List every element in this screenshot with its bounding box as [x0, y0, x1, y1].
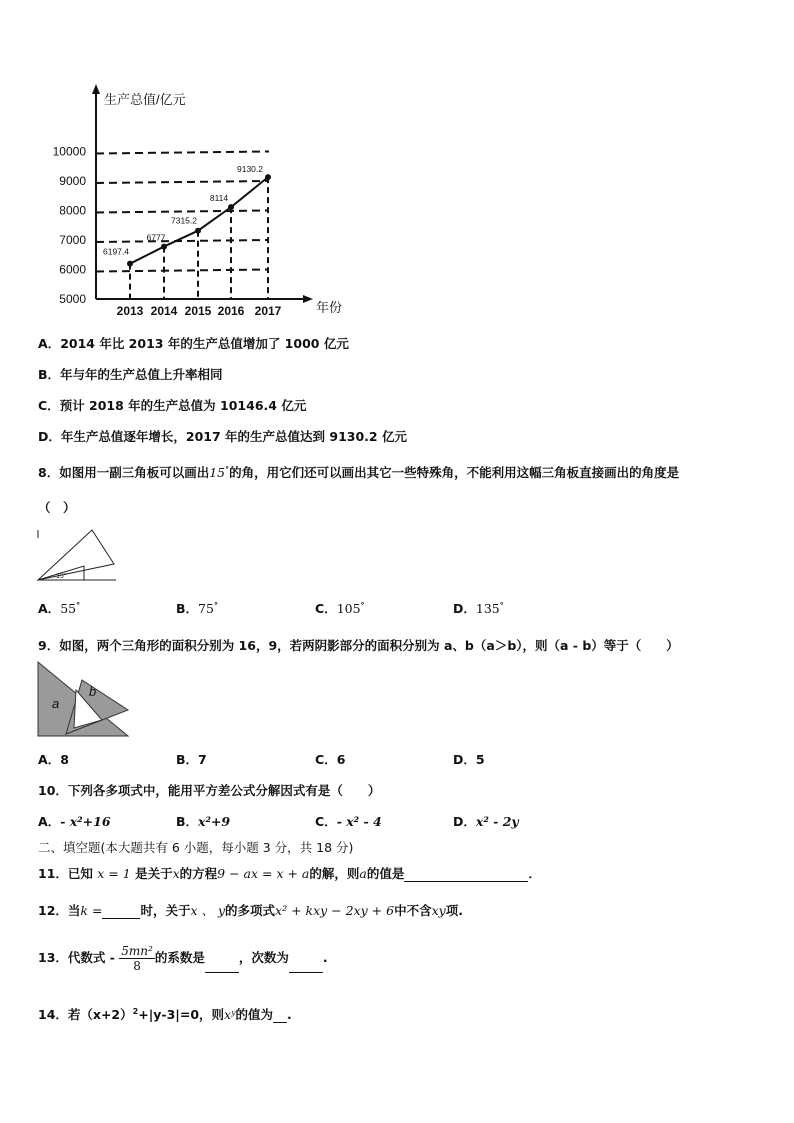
- data-label: 6197.4: [103, 246, 129, 257]
- option-value: x² - 2y: [475, 814, 519, 829]
- option-value: x²+9: [198, 814, 231, 829]
- option-value: 135: [475, 601, 500, 616]
- data-point: [161, 244, 167, 250]
- q9-stem: 9．如图，两个三角形的面积分别为 16，9，若两阴影部分的面积分别为 a、b（a＞b），则（a - b）等于（ ）: [38, 638, 679, 653]
- q13: [38, 944, 328, 973]
- q11-end: ．: [528, 866, 541, 881]
- grid-line: [96, 269, 268, 272]
- q8-angle: 15: [209, 465, 226, 480]
- option-value: 7: [198, 752, 207, 767]
- q10-option-c[interactable]: [315, 812, 382, 830]
- grid-line: [96, 180, 268, 183]
- chart-x-ticks: [117, 304, 282, 318]
- q12: [38, 901, 463, 919]
- data-label: 8114: [209, 193, 229, 204]
- q7-option-b[interactable]: [38, 365, 223, 383]
- q12-part: 的多项式: [225, 903, 276, 918]
- q12-vars: x 、 y: [190, 903, 226, 918]
- y-tick-label: 6000: [59, 262, 86, 277]
- option-letter: B．: [176, 752, 199, 767]
- data-label: 6777: [146, 232, 166, 243]
- q9-option-c[interactable]: [315, 750, 345, 768]
- option-value: 75: [198, 601, 214, 616]
- data-label: 9130.2: [237, 164, 263, 175]
- q11: [38, 864, 541, 882]
- q14-power: xʸ: [224, 1007, 236, 1022]
- q10-option-b[interactable]: [176, 812, 230, 830]
- section-2-heading: 二、填空题(本大题共有 6 小题，每小题 3 分，共 18 分): [38, 840, 354, 855]
- data-point: [228, 204, 234, 210]
- q8-option-d[interactable]: [453, 599, 504, 617]
- q9-option-b[interactable]: [176, 750, 207, 768]
- q14: [38, 1005, 292, 1023]
- q12-answer-blank[interactable]: [102, 906, 140, 919]
- option-letter: B．: [176, 601, 199, 616]
- q7-option-a[interactable]: [38, 334, 349, 352]
- y-tick-label: 9000: [59, 174, 86, 188]
- q12-part: 时，关于: [140, 903, 191, 918]
- q13-fraction: [119, 944, 155, 973]
- chart-series-line: [130, 177, 268, 264]
- option-value: 5: [475, 752, 485, 767]
- data-point: [127, 261, 133, 267]
- option-letter: B．: [176, 814, 199, 829]
- q10-option-a[interactable]: [38, 812, 111, 830]
- option-letter: D．: [453, 601, 476, 616]
- q8-figure-label: 15°: [56, 573, 67, 580]
- q11-var: x: [172, 866, 180, 881]
- option-letter: D．: [38, 429, 61, 444]
- data-point: [265, 174, 271, 180]
- q11-part: 的值是: [366, 866, 405, 881]
- option-letter: A．: [38, 601, 61, 616]
- q9-label-a: a: [52, 696, 60, 711]
- q13-part: 的系数是: [154, 950, 205, 965]
- q8-stem-b: 的角，用它们还可以画出其它一些特殊角，不能利用这幅三角板直接画出的角度是: [229, 465, 680, 480]
- option-letter: C．: [315, 752, 337, 767]
- q11-var2: a: [359, 866, 367, 881]
- q14-end: .: [287, 1007, 292, 1022]
- grid-line: [96, 239, 268, 242]
- option-value: - x²+16: [60, 814, 111, 829]
- x-tick-label: 2014: [150, 304, 178, 318]
- option-letter: C．: [38, 398, 60, 413]
- q11-part: 11．已知: [38, 866, 93, 881]
- q14-part: +|y-3|=0，则: [138, 1007, 225, 1022]
- chart-ylabel: 生产总值/亿元: [104, 92, 186, 107]
- q12-poly: x² + kxy − 2xy + 6: [275, 903, 395, 918]
- q14-part: 的值为: [235, 1007, 274, 1022]
- option-letter: C．: [315, 601, 337, 616]
- q14-part: 14．若（x+2）: [38, 1007, 133, 1022]
- data-point: [195, 228, 201, 234]
- y-tick-label: 7000: [59, 233, 86, 247]
- q13-denominator: 8: [133, 959, 141, 973]
- q12-part: 12．当: [38, 903, 81, 918]
- grid-line: [96, 210, 268, 213]
- y-tick-label: 10000: [52, 144, 86, 159]
- option-letter: D．: [453, 752, 476, 767]
- q13-numerator: 5mn²: [121, 944, 153, 958]
- degree-sign: °: [499, 600, 504, 610]
- q13-degree-blank[interactable]: [289, 960, 323, 973]
- q8-option-a[interactable]: [38, 599, 80, 617]
- x-tick-label: 2016: [217, 304, 245, 318]
- q14-square: 2: [132, 1006, 139, 1016]
- q8-paren: （ ）: [38, 500, 76, 515]
- q12-part: 中不含: [394, 903, 432, 918]
- q8-option-c[interactable]: [315, 599, 365, 617]
- q12-part: 项.: [445, 903, 463, 918]
- q9-triangles-figure: [36, 660, 130, 738]
- q7-option-d[interactable]: [38, 427, 407, 445]
- q14-answer-blank[interactable]: [273, 1010, 287, 1023]
- q12-k: k =: [80, 903, 103, 918]
- q9-label-b: b: [89, 684, 97, 699]
- gdp-line-chart: [0, 0, 794, 330]
- option-value: 55: [60, 601, 77, 616]
- q8-stem-a: 8．如图用一副三角板可以画出: [38, 465, 210, 480]
- q11-answer-blank[interactable]: [404, 869, 528, 882]
- degree-sign: °: [76, 600, 81, 610]
- q11-part: 是关于: [135, 866, 173, 881]
- q11-eq2: 9 − ax = x + a: [217, 866, 310, 881]
- q8-option-b[interactable]: [176, 599, 218, 617]
- option-text: 年生产总值逐年增长，2017 年的生产总值达到 9130.2 亿元: [60, 429, 407, 444]
- x-tick-label: 2015: [184, 304, 212, 318]
- option-letter: A．: [38, 752, 61, 767]
- q13-part: ，次数为: [238, 950, 289, 965]
- data-label: 7315.2: [171, 215, 197, 226]
- degree-sign: °: [213, 600, 218, 610]
- q13-end: .: [322, 950, 328, 965]
- option-letter: A．: [38, 814, 61, 829]
- q13-coefficient-blank[interactable]: [205, 960, 239, 973]
- option-value: 6: [336, 752, 346, 767]
- option-value: 8: [60, 752, 69, 767]
- option-text: 2014 年比 2013 年的生产总值增加了 1000 亿元: [60, 336, 349, 351]
- degree-sign: °: [360, 600, 365, 610]
- chart-y-ticks: [53, 145, 87, 307]
- q7-option-c[interactable]: [38, 396, 306, 414]
- degree-sign: °: [225, 464, 230, 474]
- y-tick-label: 5000: [59, 292, 86, 306]
- q9-option-d[interactable]: [453, 750, 485, 768]
- y-tick-label: 8000: [59, 203, 86, 218]
- q8-set-square-figure: [36, 528, 118, 584]
- option-value: 105: [336, 601, 361, 616]
- option-letter: A．: [38, 336, 61, 351]
- q11-part: 的解，则: [309, 866, 360, 881]
- option-value: - x² - 4: [336, 814, 382, 829]
- q12-xy: xy: [431, 903, 446, 918]
- chart-xlabel: 年份: [316, 300, 343, 315]
- q10-stem: 10．下列各多项式中，能用平方差公式分解因式有是（ ）: [38, 783, 381, 798]
- q8-stem: [38, 463, 679, 481]
- option-letter: C．: [315, 814, 337, 829]
- grid-line: [96, 151, 268, 154]
- q11-eq1: x = 1: [97, 866, 131, 881]
- q13-part: 13．代数式 -: [38, 950, 115, 965]
- x-tick-label: 2013: [116, 304, 144, 318]
- q11-part: 的方程: [179, 866, 218, 881]
- x-tick-label: 2017: [254, 304, 282, 318]
- option-letter: B．: [38, 367, 61, 382]
- option-text: 预计 2018 年的生产总值为 10146.4 亿元: [59, 398, 307, 413]
- q10-option-d[interactable]: [453, 812, 519, 830]
- option-letter: D．: [453, 814, 476, 829]
- q9-option-a[interactable]: [38, 750, 69, 768]
- option-text: 年与年的生产总值上升率相同: [60, 367, 223, 382]
